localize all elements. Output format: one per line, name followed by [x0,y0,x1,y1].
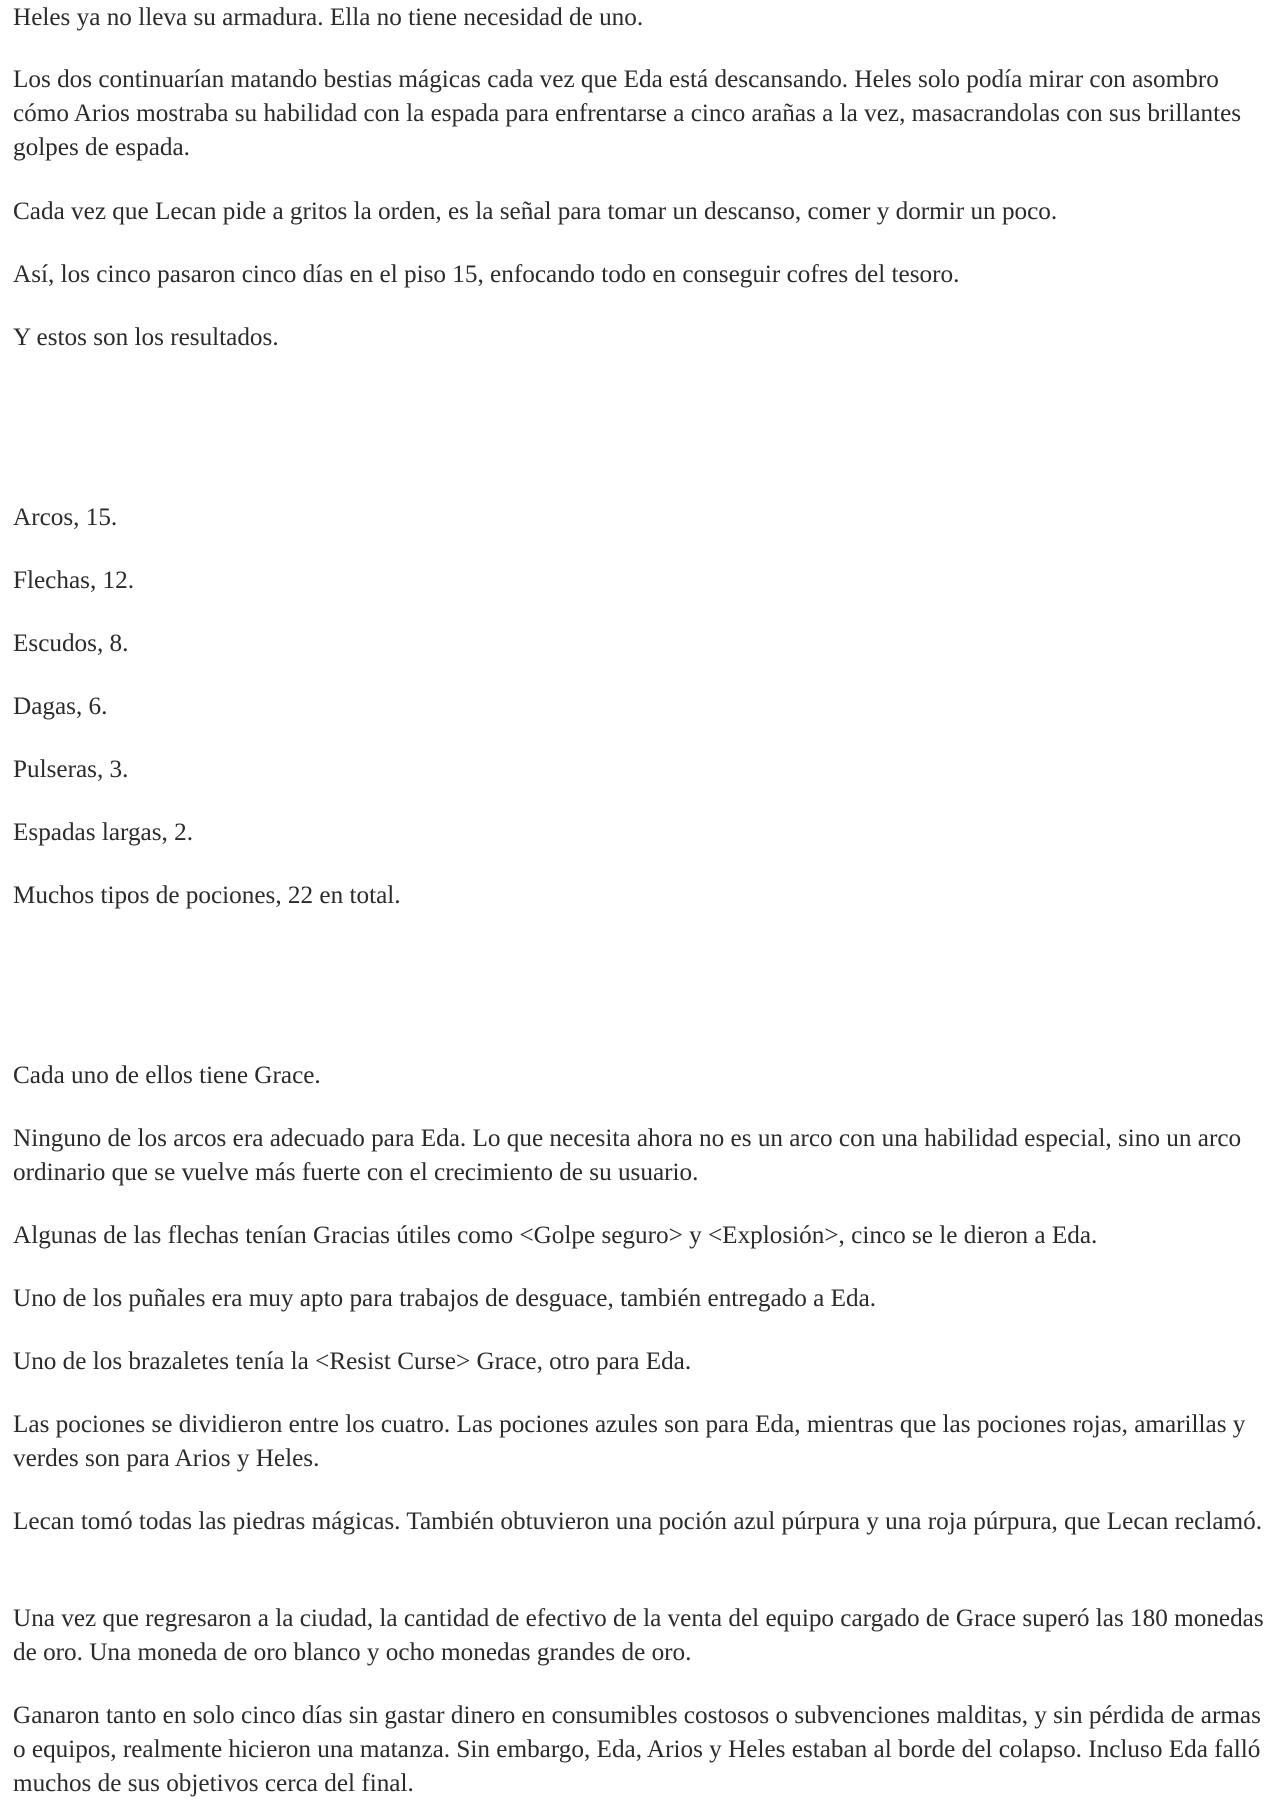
paragraph-bracelets: Uno de los brazaletes tenía la <Resist Curse> Grace, otro para Eda. [13,1348,692,1375]
paragraph-potions: Las pociones se dividieron entre los cuatro. Las pociones azules son para Eda, mientras que las pociones rojas, amarillas y verdes son para Arios y Heles. [13,1411,1246,1472]
paragraph-conclusion: Ganaron tanto en solo cinco días sin gastar dinero en consumibles costosos o subvenciones malditas, y sin pérdida de armas o equipos, realmente hicieron una matanza. Sin embargo, Eda, Arios y Heles estaban al borde del colapso. Incluso Eda falló muchos de sus objetivos cerca del final. [13,1702,1261,1797]
paragraph-daggers: Uno de los puñales era muy apto para trabajos de desguace, también entregado a Eda. [13,1285,877,1312]
paragraph-rest-signal: Cada vez que Lecan pide a gritos la orden, es la señal para tomar un descanso, comer y dormir un poco. [13,198,1058,225]
paragraph-five-days: Así, los cinco pasaron cinco días en el piso 15, enfocando todo en conseguir cofres del tesoro. [13,261,960,288]
result-item-bracelets: Pulseras, 3. [13,756,129,783]
paragraph-magic-stones: Lecan tomó todas las piedras mágicas. También obtuvieron una poción azul púrpura y una roja púrpura, que Lecan reclamó. [13,1508,1263,1535]
result-item-daggers: Dagas, 6. [13,693,108,720]
paragraph-bows: Ninguno de los arcos era adecuado para Eda. Lo que necesita ahora no es un arco con una habilidad especial, sino un arco ordinario que se vuelve más fuerte con el crecimiento de su usuario. [13,1125,1242,1186]
paragraph-arrows: Algunas de las flechas tenían Gracias útiles como <Golpe seguro> y <Explosión>, cinco se le dieron a Eda. [13,1222,1098,1249]
result-item-bows: Arcos, 15. [13,504,118,531]
result-item-longswords: Espadas largas, 2. [13,819,194,846]
paragraph-city-sale: Una vez que regresaron a la ciudad, la cantidad de efectivo de la venta del equipo cargado de Grace superó las 180 monedas de oro. Una moneda de oro blanco y ocho monedas grandes de oro. [13,1605,1264,1666]
paragraph-grace: Cada uno de ellos tiene Grace. [13,1062,321,1089]
result-item-shields: Escudos, 8. [13,630,129,657]
paragraph-armor: Heles ya no lleva su armadura. Ella no tiene necesidad de uno. [13,4,644,31]
result-item-arrows: Flechas, 12. [13,567,135,594]
paragraph-hunting: Los dos continuarían matando bestias mágicas cada vez que Eda está descansando. Heles solo podía mirar con asombro cómo Arios mostraba su habilidad con la espada para enfrentarse a cinco arañas a la vez, masacrandolas con sus brillantes golpes de espada. [13,66,1242,161]
paragraph-results-intro: Y estos son los resultados. [13,324,279,351]
result-item-potions: Muchos tipos de pociones, 22 en total. [13,882,401,909]
